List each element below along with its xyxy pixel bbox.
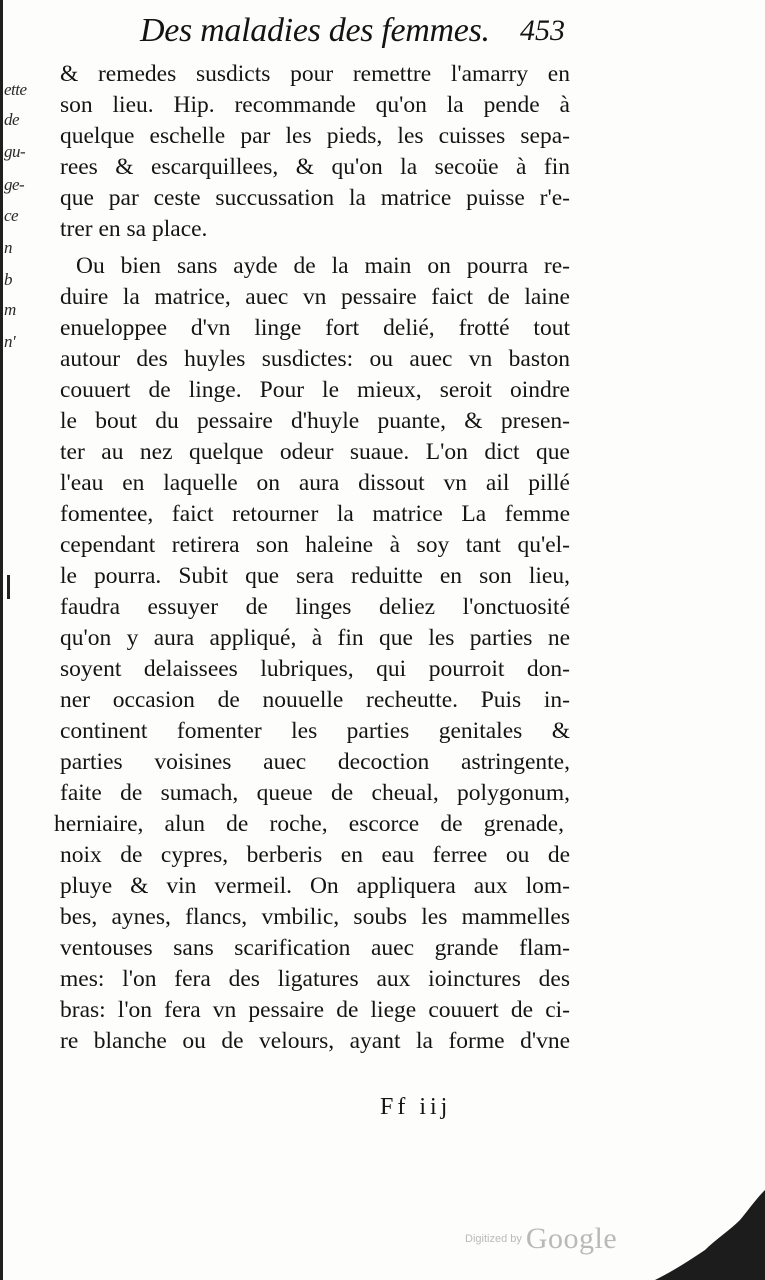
text-line: faite de sumach, queue de cheual, polygonum, [60, 780, 570, 806]
gutter-fragment: n' [4, 332, 16, 351]
text-line: parties voisines auec decoction astringente, [60, 749, 570, 775]
text-line: enueloppee d'vn linge fort delié, frotté tout [60, 315, 570, 341]
text-line: quelque eschelle par les pieds, les cuisses sepa- [60, 123, 570, 149]
text-line: continent fomenter les parties genitales & [60, 718, 570, 744]
text-line: duire la matrice, auec vn pessaire faict de laine [60, 284, 570, 310]
gutter-fragment: ce [4, 206, 19, 225]
text-line: ventouses sans scarification auec grande flam- [60, 935, 570, 961]
running-title: Des maladies des femmes. [140, 12, 490, 49]
text-line: ner occasion de nouuelle recheutte. Puis in- [60, 687, 570, 713]
text-line: ter au nez quelque odeur suaue. L'on dict que [60, 439, 570, 465]
text-line: qu'on y aura appliqué, à fin que les parties ne [60, 625, 570, 651]
text-line: bras: l'on fera vn pessaire de liege couuert de ci- [60, 997, 570, 1023]
text-line: herniaire, alun de roche, escorce de grenade, [54, 811, 564, 837]
page-header [140, 12, 600, 58]
text-line: le pourra. Subit que sera reduitte en son lieu, [60, 563, 570, 589]
gutter-fragment: ge- [4, 175, 25, 194]
google-watermark [465, 1222, 617, 1258]
text-line: couuert de linge. Pour le mieux, seroit oindre [60, 377, 570, 403]
text-line: re blanche ou de velours, ayant la forme d'vne [60, 1028, 570, 1054]
watermark-google-logo: Google [525, 1222, 618, 1255]
text-line: noix de cypres, berberis en eau ferree ou de [60, 842, 570, 868]
gutter-fragment: gu- [4, 142, 26, 161]
text-line: autour des huyles susdictes: ou auec vn baston [60, 346, 570, 372]
text-line: pluye & vin vermeil. On appliquera aux lom- [60, 873, 570, 899]
page-number: 453 [520, 14, 565, 47]
text-line: Ou bien sans ayde de la main on pourra re- [76, 253, 570, 279]
page-gutter-edge [0, 0, 3, 1280]
text-line: mes: l'on fera des ligatures aux ioinctures des [60, 966, 570, 992]
text-line: le bout du pessaire d'huyle puante, & presen- [60, 408, 570, 434]
text-line: fomentee, faict retourner la matrice La femme [60, 501, 570, 527]
gutter-fragment: de [4, 110, 20, 129]
text-line: trer en sa place. [60, 216, 208, 242]
text-line: soyent delaissees lubriques, qui pourroit don- [60, 656, 570, 682]
gutter-fragment: n [4, 238, 12, 257]
watermark-digitized-label: Digitized by [465, 1233, 522, 1245]
text-line: son lieu. Hip. recommande qu'on la pende à [60, 92, 570, 118]
text-line: cependant retirera son haleine à soy tant qu'el- [60, 532, 570, 558]
gutter-fragment: ette [4, 80, 27, 99]
text-line: faudra essuyer de linges deliez l'onctuosité [60, 594, 570, 620]
gutter-ink-mark [7, 575, 10, 599]
text-line: l'eau en laquelle on aura dissout vn ail pillé [60, 470, 570, 496]
gutter-fragment: b [4, 270, 12, 289]
text-line: & remedes susdicts pour remettre l'amarry en [60, 61, 570, 87]
signature-mark: Ff iij [380, 1094, 452, 1120]
text-line: bes, aynes, flancs, vmbilic, soubs les mammelles [60, 904, 570, 930]
gutter-fragment: m [4, 300, 16, 319]
text-line: rees & escarquillees, & qu'on la secoüe à fin [60, 154, 570, 180]
text-line: que par ceste succussation la matrice puisse r'e- [60, 185, 570, 211]
page-corner-stain [635, 1190, 765, 1280]
